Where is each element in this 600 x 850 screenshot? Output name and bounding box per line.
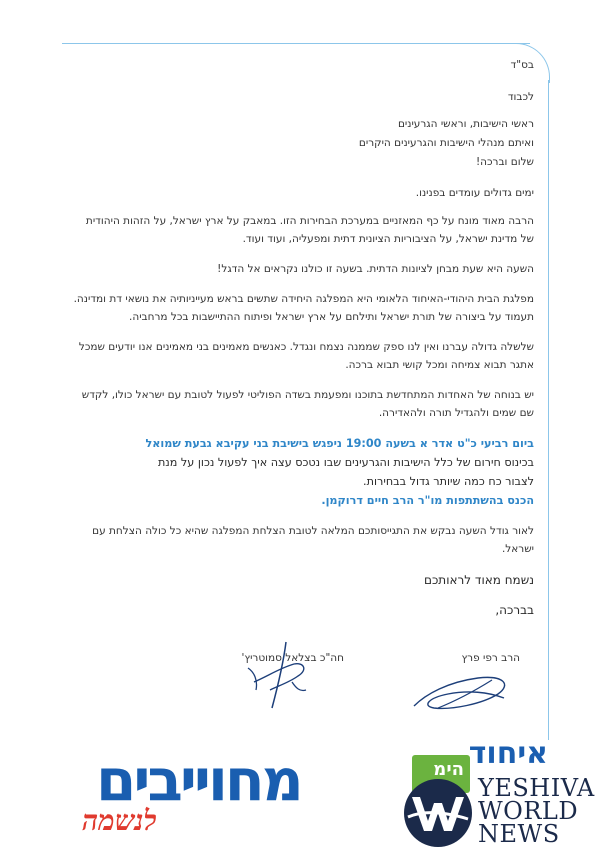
frame-top-border <box>62 43 530 44</box>
signer-1-name: הרב רפי פרץ <box>461 652 520 664</box>
closing-line-1: נשמח מאוד לראותכם <box>424 573 534 587</box>
ywn-word-news: NEWS <box>478 820 560 848</box>
signature-1-scribble <box>408 664 518 716</box>
bsd-header: בס"ד <box>510 59 534 71</box>
paragraph-2: השעה היא שעת מבחן לציונות הדתית. בשעה זו כולנו נקראים אל הדגל! <box>217 263 534 275</box>
event-line-3: לצבור כח כמה שיותר גדול בבחירות. <box>363 475 534 488</box>
ywn-word-yeshiva: YESHIVA <box>478 774 595 802</box>
ywn-word-world: WORLD <box>478 797 579 825</box>
paragraph-3: מפלגת הבית היהודי-האיחוד הלאומי היא המפלגה היחידה שתשים בראש מעייניותיה את נושאי דת ומדינה. תעמוד על ביצורה של תורת ישראל ותילחם על ארץ ישראל ופיתוח ההתיישבות בכל מרחביה. <box>73 293 534 323</box>
frame-right-border <box>548 80 549 740</box>
yeshiva-world-news-watermark <box>402 773 600 850</box>
logos-strip <box>0 735 600 850</box>
opening-line: ימים גדולים עומדים בפנינו. <box>415 187 534 199</box>
event-announcement <box>72 434 534 510</box>
event-line-1: ביום רביעי כ"ט אדר א בשעה 19:00 ניפגש בישיבת בני עקיבא גבעת שמואל <box>145 437 534 450</box>
event-line-4: הכנס בהשתתפות מו"ר הרב חיים דרוקמן. <box>321 494 534 507</box>
addressee-line-2: ואיתם מנהלי הישיבות והגרעינים היקרים <box>358 137 534 149</box>
event-line-2: בכינוס חירום של כלל הישיבות והגרעינים שבו נטכס עצה איך לפעול נכון על מנת <box>157 456 534 469</box>
closing-line-2: בברכה, <box>495 603 534 617</box>
campaign-logo-text: מחוייבים <box>96 746 301 814</box>
signatures <box>72 652 534 722</box>
lechvod-line: לכבוד <box>507 91 534 103</box>
signer-2-name: חה"כ בצלאל סמוטריץ' <box>241 652 344 664</box>
campaign-logo-subtext: לנשמה <box>82 804 157 837</box>
paragraph-4: שלשלה גדולה עברנו ואין לנו ספק שממנה נצמח ונגדל. כאנשים מאמינים בני מאמינים אנו יודעים שמכל אתגר תבוא צמיחה ומכל קושי תבוא ברכה. <box>78 341 534 371</box>
greeting-line: שלום וברכה! <box>475 156 534 168</box>
party-logo-box-text: הימ <box>433 759 464 780</box>
ywn-logo-icon <box>402 777 474 849</box>
paragraph-6: לאור גודל השעה נבקש את התגייסותכם המלאה לטובת הצלחת המפלגה שהיא כל כולה הצלחת עם ישראל. <box>92 525 534 555</box>
paragraph-5: יש בנוחה של האחדות המתחדשת בתוכנו ומפעמת בשדה הפוליטי לפעול לטובת עם ישראל כולו, לקדש שם שמים ולהגדיל תורה ולהאדירה. <box>81 389 534 419</box>
ywn-wordmark <box>478 774 595 848</box>
paragraph-1: הרבה מאוד מונח על כף המאזניים במערכת הבחירות הזו. במאבק על ארץ ישראל, על הזהות היהודית של מדינת ישראל, על הציבוריות הציונית דתית ומפעליה, ועוד ועוד. <box>85 215 534 245</box>
signature-2-scribble <box>234 638 324 716</box>
addressee-line-1: ראשי הישיבות, וראשי הגרעינים <box>397 118 534 130</box>
party-logo-text: איחוד <box>468 736 548 771</box>
letter-body <box>72 56 534 620</box>
